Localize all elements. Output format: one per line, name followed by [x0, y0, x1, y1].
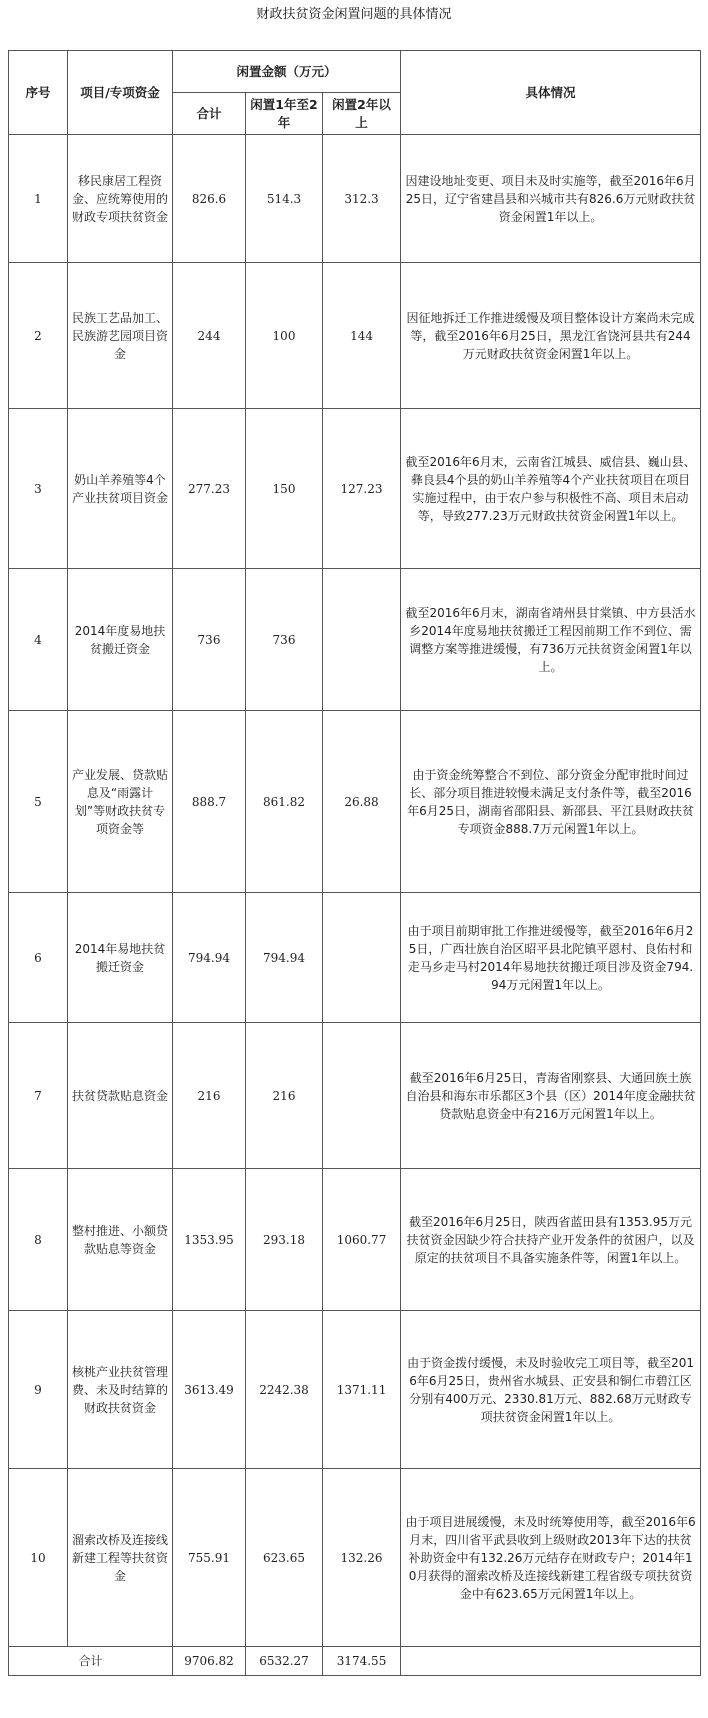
row-total: 216: [173, 1023, 246, 1169]
table-row: [9, 409, 701, 569]
table-row: [9, 569, 701, 711]
row-total: 244: [173, 263, 246, 409]
row-total: 3613.49: [173, 1311, 246, 1469]
row-idle-2-plus: [323, 893, 401, 1023]
row-index: 4: [9, 569, 68, 711]
row-idle-1-2: 100: [246, 263, 323, 409]
totals-row: [9, 1647, 701, 1676]
row-idle-1-2: 861.82: [246, 711, 323, 893]
row-index: 3: [9, 409, 68, 569]
row-details: 因建设地址变更、项目未及时实施等，截至2016年6月25日，辽宁省建昌县和兴城市共有826.6万元财政扶贫资金闲置1年以上。: [401, 135, 701, 263]
row-details: 截至2016年6月25日，青海省刚察县、大通回族土族自治县和海东市乐都区3个县（区）2014年度金融扶贫贷款贴息资金中有216万元闲置1年以上。: [401, 1023, 701, 1169]
row-details: 截至2016年6月25日，陕西省蓝田县有1353.95万元扶贫资金因缺少符合扶持产业开发条件的贫困户，以及原定的扶贫项目不具备实施条件等，闲置1年以上。: [401, 1169, 701, 1311]
row-project: 2014年度易地扶贫搬迁资金: [68, 569, 173, 711]
row-project: 奶山羊养殖等4个产业扶贫项目资金: [68, 409, 173, 569]
idle-funds-table: [8, 50, 701, 1676]
row-total: 736: [173, 569, 246, 711]
row-details: 由于资金统筹整合不到位、部分资金分配审批时间过长、部分项目推进较慢未满足支付条件等，截至2016年6月25日，湖南省邵阳县、新邵县、平江县财政扶贫专项资金888.7万元闲置1年以上。: [401, 711, 701, 893]
row-idle-1-2: 293.18: [246, 1169, 323, 1311]
header-total: 合计: [173, 93, 246, 135]
table-row: [9, 263, 701, 409]
page-title: 财政扶贫资金闲置问题的具体情况: [256, 7, 452, 22]
table-row: [9, 711, 701, 893]
row-idle-1-2: 794.94: [246, 893, 323, 1023]
row-index: 6: [9, 893, 68, 1023]
row-details: 截至2016年6月末，云南省江城县、威信县、巍山县、彝良县4个县的奶山羊养殖等4个产业扶贫项目在项目实施过程中，由于农户参与积极性不高、项目未启动等，导致277.23万元财政扶贫资金闲置1年以上。: [401, 409, 701, 569]
row-total: 794.94: [173, 893, 246, 1023]
row-index: 5: [9, 711, 68, 893]
table-row: [9, 1023, 701, 1169]
row-idle-1-2: 623.65: [246, 1469, 323, 1647]
header-project: 项目/专项资金: [68, 51, 173, 135]
totals-total: 9706.82: [173, 1647, 246, 1676]
totals-label: 合计: [9, 1647, 173, 1676]
row-idle-2-plus: 26.88: [323, 711, 401, 893]
row-project: 扶贫贷款贴息资金: [68, 1023, 173, 1169]
row-idle-2-plus: 1060.77: [323, 1169, 401, 1311]
row-idle-2-plus: [323, 1023, 401, 1169]
row-index: 8: [9, 1169, 68, 1311]
row-project: 民族工艺品加工、民族游艺园项目资金: [68, 263, 173, 409]
row-idle-2-plus: 132.26: [323, 1469, 401, 1647]
row-total: 826.6: [173, 135, 246, 263]
totals-details: [401, 1647, 701, 1676]
row-project: 产业发展、贷款贴息及“雨露计划”等财政扶贫专项资金等: [68, 711, 173, 893]
row-idle-2-plus: 312.3: [323, 135, 401, 263]
row-project: 2014年易地扶贫搬迁资金: [68, 893, 173, 1023]
row-project: 溜索改桥及连接线新建工程等扶贫资金: [68, 1469, 173, 1647]
row-details: 由于项目进展缓慢，未及时统筹使用等，截至2016年6月末，四川省平武县收到上级财政2013年下达的扶贫补助资金中有132.26万元结存在财政专户；2014年10月获得的溜索改桥及连接线新建工程省级专项扶贫资金中有623.65万元闲置1年以上。: [401, 1469, 701, 1647]
row-idle-1-2: 514.3: [246, 135, 323, 263]
row-total: 1353.95: [173, 1169, 246, 1311]
table-row: [9, 1311, 701, 1469]
totals-idle-1-2: 6532.27: [246, 1647, 323, 1676]
row-idle-2-plus: [323, 569, 401, 711]
row-idle-2-plus: 127.23: [323, 409, 401, 569]
row-idle-1-2: 150: [246, 409, 323, 569]
row-idle-1-2: 216: [246, 1023, 323, 1169]
header-idle-2-plus-years: 闲置2年以上: [323, 93, 401, 135]
row-total: 277.23: [173, 409, 246, 569]
header-details: 具体情况: [401, 51, 701, 135]
table-row: [9, 1169, 701, 1311]
row-project: 核桃产业扶贫管理费、未及时结算的财政扶贫资金: [68, 1311, 173, 1469]
totals-idle-2-plus: 3174.55: [323, 1647, 401, 1676]
header-idle-1-2-years: 闲置1年至2年: [246, 93, 323, 135]
row-index: 7: [9, 1023, 68, 1169]
table-row: [9, 1469, 701, 1647]
row-index: 2: [9, 263, 68, 409]
row-total: 888.7: [173, 711, 246, 893]
row-project: 整村推进、小额贷款贴息等资金: [68, 1169, 173, 1311]
row-project: 移民康居工程资金、应统筹使用的财政专项扶贫资金: [68, 135, 173, 263]
row-total: 755.91: [173, 1469, 246, 1647]
row-details: 截至2016年6月末，湖南省靖州县甘棠镇、中方县活水乡2014年度易地扶贫搬迁工程因前期工作不到位、需调整方案等推进缓慢，有736万元扶贫资金闲置1年以上。: [401, 569, 701, 711]
row-index: 10: [9, 1469, 68, 1647]
row-idle-1-2: 736: [246, 569, 323, 711]
row-details: 因征地拆迁工作推进缓慢及项目整体设计方案尚未完成等，截至2016年6月25日，黑龙江省饶河县共有244万元财政扶贫资金闲置1年以上。: [401, 263, 701, 409]
row-idle-1-2: 2242.38: [246, 1311, 323, 1469]
header-idle-amount: 闲置金额（万元）: [173, 51, 401, 93]
table-row: [9, 135, 701, 263]
table-row: [9, 893, 701, 1023]
row-idle-2-plus: 144: [323, 263, 401, 409]
row-index: 1: [9, 135, 68, 263]
row-details: 由于资金拨付缓慢，未及时验收完工项目等，截至2016年6月25日，贵州省水城县、正安县和铜仁市碧江区分别有400万元、2330.81万元、882.68万元财政专项扶贫资金闲置1年以上。: [401, 1311, 701, 1469]
row-details: 由于项目前期审批工作推进缓慢等，截至2016年6月25日，广西壮族自治区昭平县北陀镇平恩村、良佑村和走马乡走马村2014年易地扶贫搬迁项目涉及资金794.94万元闲置1年以上。: [401, 893, 701, 1023]
header-index: 序号: [9, 51, 68, 135]
row-index: 9: [9, 1311, 68, 1469]
row-idle-2-plus: 1371.11: [323, 1311, 401, 1469]
